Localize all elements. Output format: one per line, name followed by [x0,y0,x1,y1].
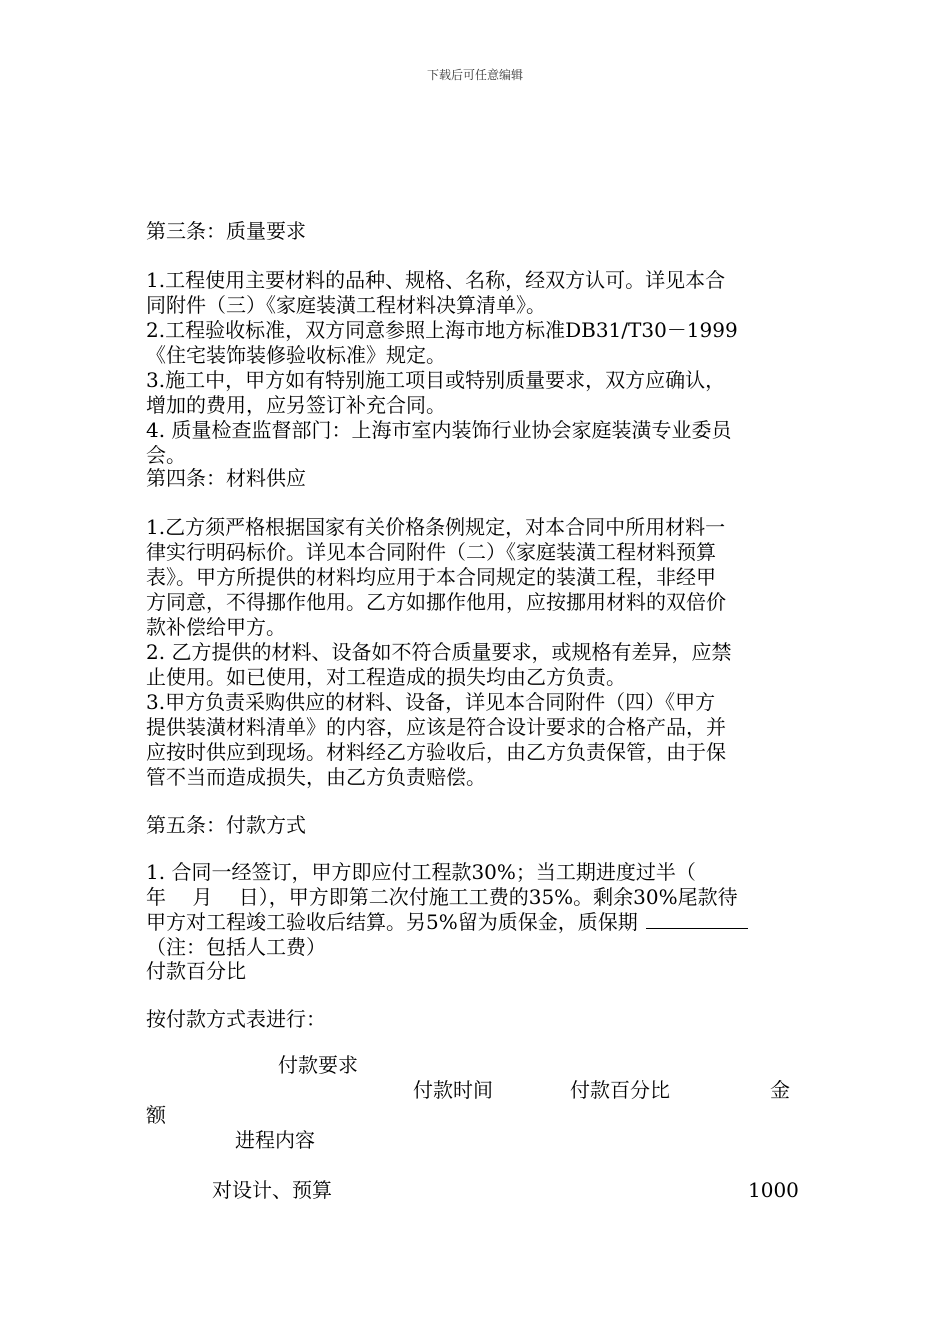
article-4-title: 第四条：材料供应 [146,466,306,490]
table-header-time: 付款时间 [413,1078,493,1102]
article-4-item-1-cont: 表》。甲方所提供的材料均应用于本合同规定的装潢工程，非经甲 [146,565,716,589]
article-5-item-1-cont: 甲方对工程竣工验收后结算。另5%留为质保金，质保期 [146,910,638,934]
article-3-item-1-cont: 同附件（三）《家庭装潢工程材料决算清单》。 [146,293,546,317]
payment-percent-label: 付款百分比 [146,959,246,983]
article-4-item-1-cont: 方同意，不得挪作他用。乙方如挪作他用，应按挪用材料的双倍价 [146,590,726,614]
table-row-content: 对设计、预算 [212,1178,332,1202]
article-4-item-3-cont: 提供装潢材料清单》的内容，应该是符合设计要求的合格产品，并 [146,715,726,739]
table-row-amount: 1000 [748,1178,799,1202]
table-header-progress: 进程内容 [235,1128,315,1152]
article-4-item-1: 1.乙方须严格根据国家有关价格条例规定，对本合同中所用材料一 [146,515,726,539]
article-4-item-2-cont: 止使用。如已使用，对工程造成的损失均由乙方负责。 [146,665,626,689]
article-3-item-1: 1.工程使用主要材料的品种、规格、名称，经双方认可。详见本合 [146,268,726,292]
table-header-requirement: 付款要求 [278,1053,358,1077]
article-3-item-4-cont: 会。 [146,443,186,467]
article-3-item-2: 2.工程验收标准，双方同意参照上海市地方标准DB31/T30－1999 [146,318,738,342]
article-3-item-2-cont: 《住宅装饰装修验收标准》规定。 [146,343,446,367]
table-header-percent: 付款百分比 [570,1078,670,1102]
article-4-item-2: 2. 乙方提供的材料、设备如不符合质量要求，或规格有差异，应禁 [146,640,732,664]
table-header-amount-cont: 额 [146,1103,166,1127]
article-4-item-1-cont: 律实行明码标价。详见本合同附件（二）《家庭装潢工程材料预算 [146,540,716,564]
payment-table-intro: 按付款方式表进行： [146,1007,326,1031]
article-5-item-1-cont-line [146,910,748,934]
warranty-period-blank [646,912,748,929]
article-4-item-1-cont: 款补偿给甲方。 [146,615,286,639]
article-3-item-3: 3.施工中，甲方如有特别施工项目或特别质量要求，双方应确认， [146,368,726,392]
article-3-title: 第三条：质量要求 [146,219,306,243]
article-5-item-1-note: （注：包括人工费） [146,935,326,959]
table-header-amount: 金 [770,1078,790,1102]
article-5-item-1-cont: 年 月 日），甲方即第二次付施工工费的35%。剩余30%尾款待 [146,885,738,909]
article-5-item-1: 1. 合同一经签订，甲方即应付工程款30%；当工期进度过半（ [146,860,696,884]
article-3-item-4: 4. 质量检查监督部门：上海市室内装饰行业协会家庭装潢专业委员 [146,418,732,442]
header-note: 下载后可任意编辑 [426,68,523,82]
article-4-item-3-cont: 应按时供应到现场。材料经乙方验收后，由乙方负责保管，由于保 [146,740,726,764]
article-4-item-3-cont: 管不当而造成损失，由乙方负责赔偿。 [146,765,486,789]
article-5-title: 第五条：付款方式 [146,813,306,837]
article-4-item-3: 3.甲方负责采购供应的材料、设备，详见本合同附件（四）《甲方 [146,690,716,714]
article-3-item-3-cont: 增加的费用，应另签订补充合同。 [146,393,446,417]
